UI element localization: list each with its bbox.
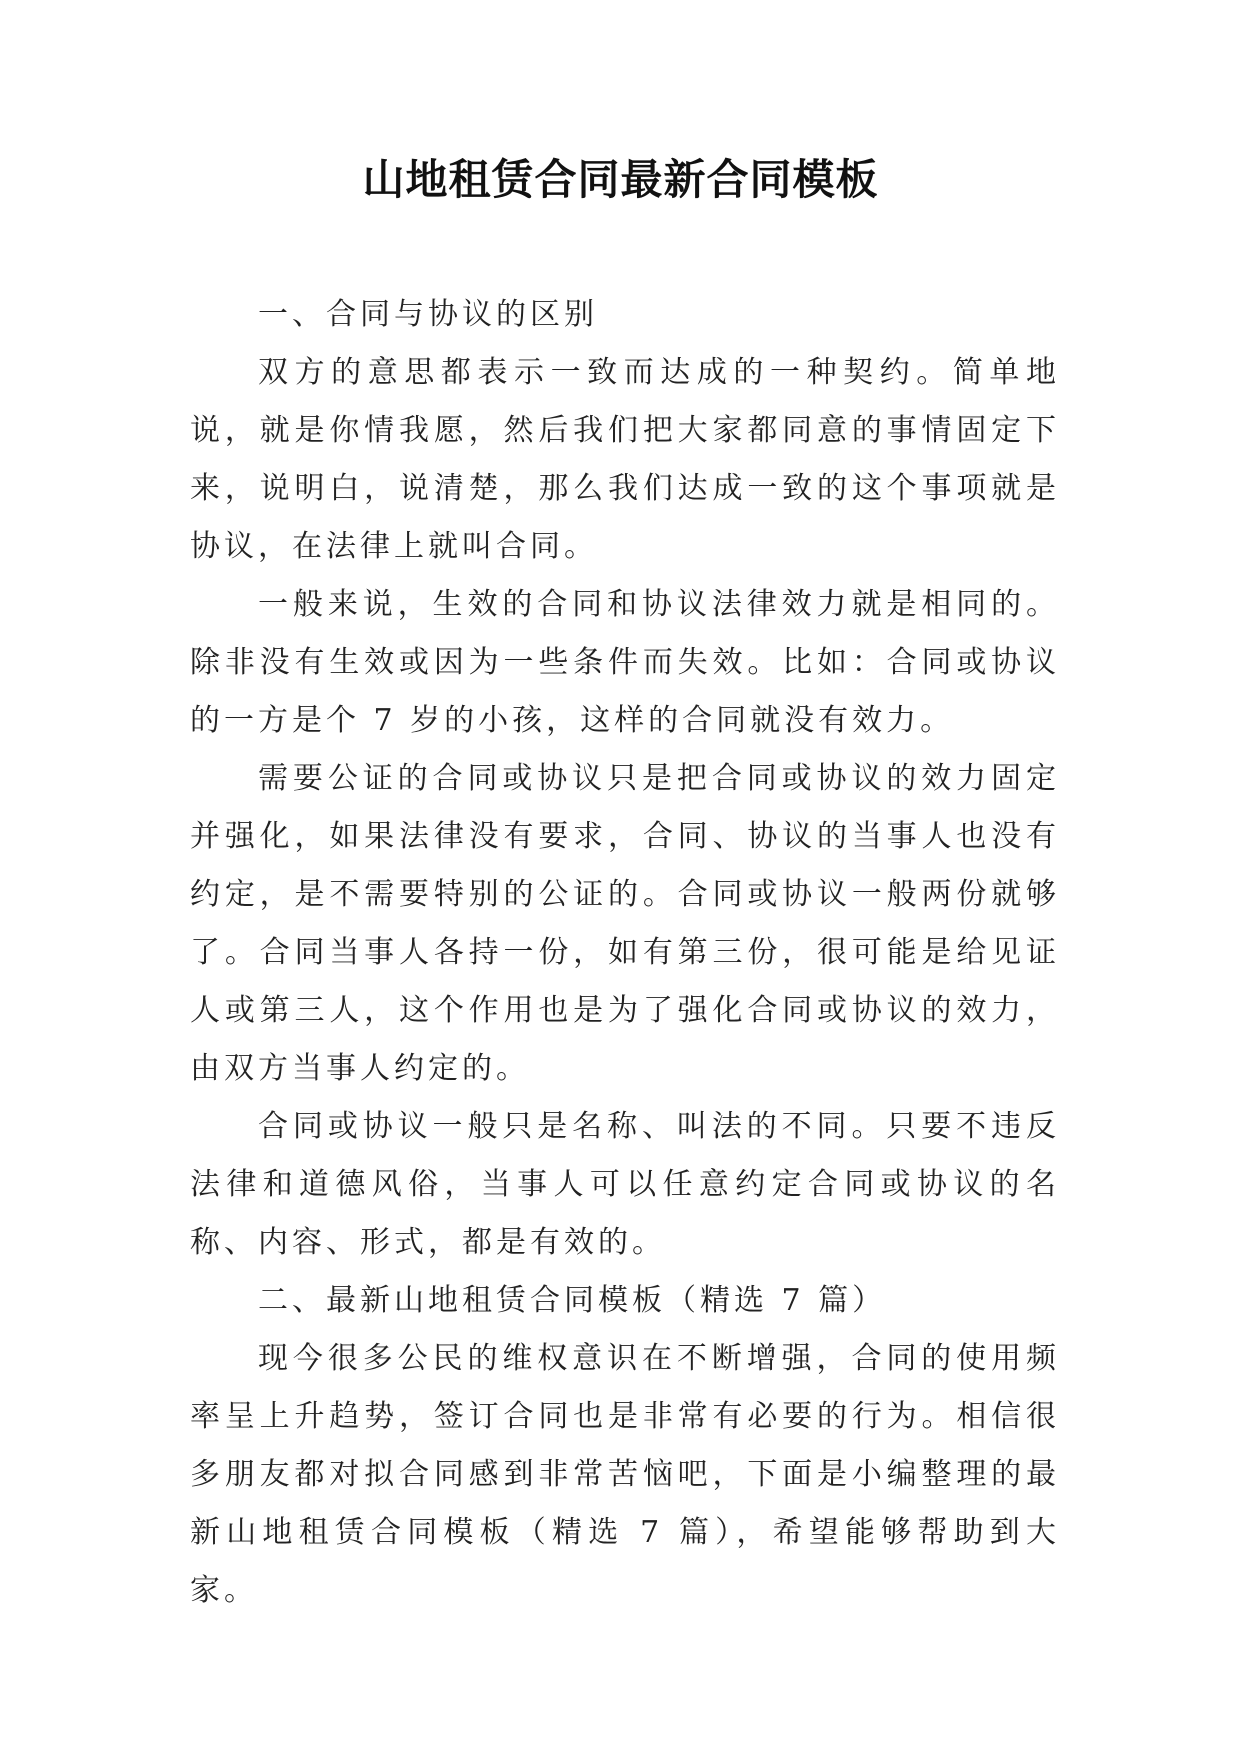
section-heading-2: 二、最新山地租赁合同模板（精选 7 篇） — [258, 1283, 887, 1318]
section-heading-1: 一、合同与协议的区别 — [258, 297, 598, 332]
document-title: 山地租赁合同最新合同模板 — [362, 155, 879, 204]
paragraph-5: 现今很多公民的维权意识在不断增强，合同的使用频率呈上升趋势，签订合同也是非常有必要的行为。相信很多朋友都对拟合同感到非常苦恼吧，下面是小编整理的最新山地租赁合同模板（精选 7 篇），希望能够帮助到大家。 — [190, 1341, 1060, 1608]
paragraph-4: 合同或协议一般只是名称、叫法的不同。只要不违反法律和道德风俗，当事人可以任意约定合同或协议的名称、内容、形式，都是有效的。 — [190, 1109, 1060, 1260]
document-body — [190, 286, 1060, 1620]
paragraph-2: 一般来说，生效的合同和协议法律效力就是相同的。除非没有生效或因为一些条件而失效。比如：合同或协议的一方是个 7 岁的小孩，这样的合同就没有效力。 — [190, 587, 1060, 738]
paragraph-1: 双方的意思都表示一致而达成的一种契约。简单地说，就是你情我愿，然后我们把大家都同意的事情固定下来，说明白，说清楚，那么我们达成一致的这个事项就是协议，在法律上就叫合同。 — [190, 355, 1060, 564]
paragraph-3: 需要公证的合同或协议只是把合同或协议的效力固定并强化，如果法律没有要求，合同、协议的当事人也没有约定，是不需要特别的公证的。合同或协议一般两份就够了。合同当事人各持一份，如有第三份，很可能是给见证人或第三人，这个作用也是为了强化合同或协议的效力，由双方当事人约定的。 — [190, 761, 1060, 1086]
